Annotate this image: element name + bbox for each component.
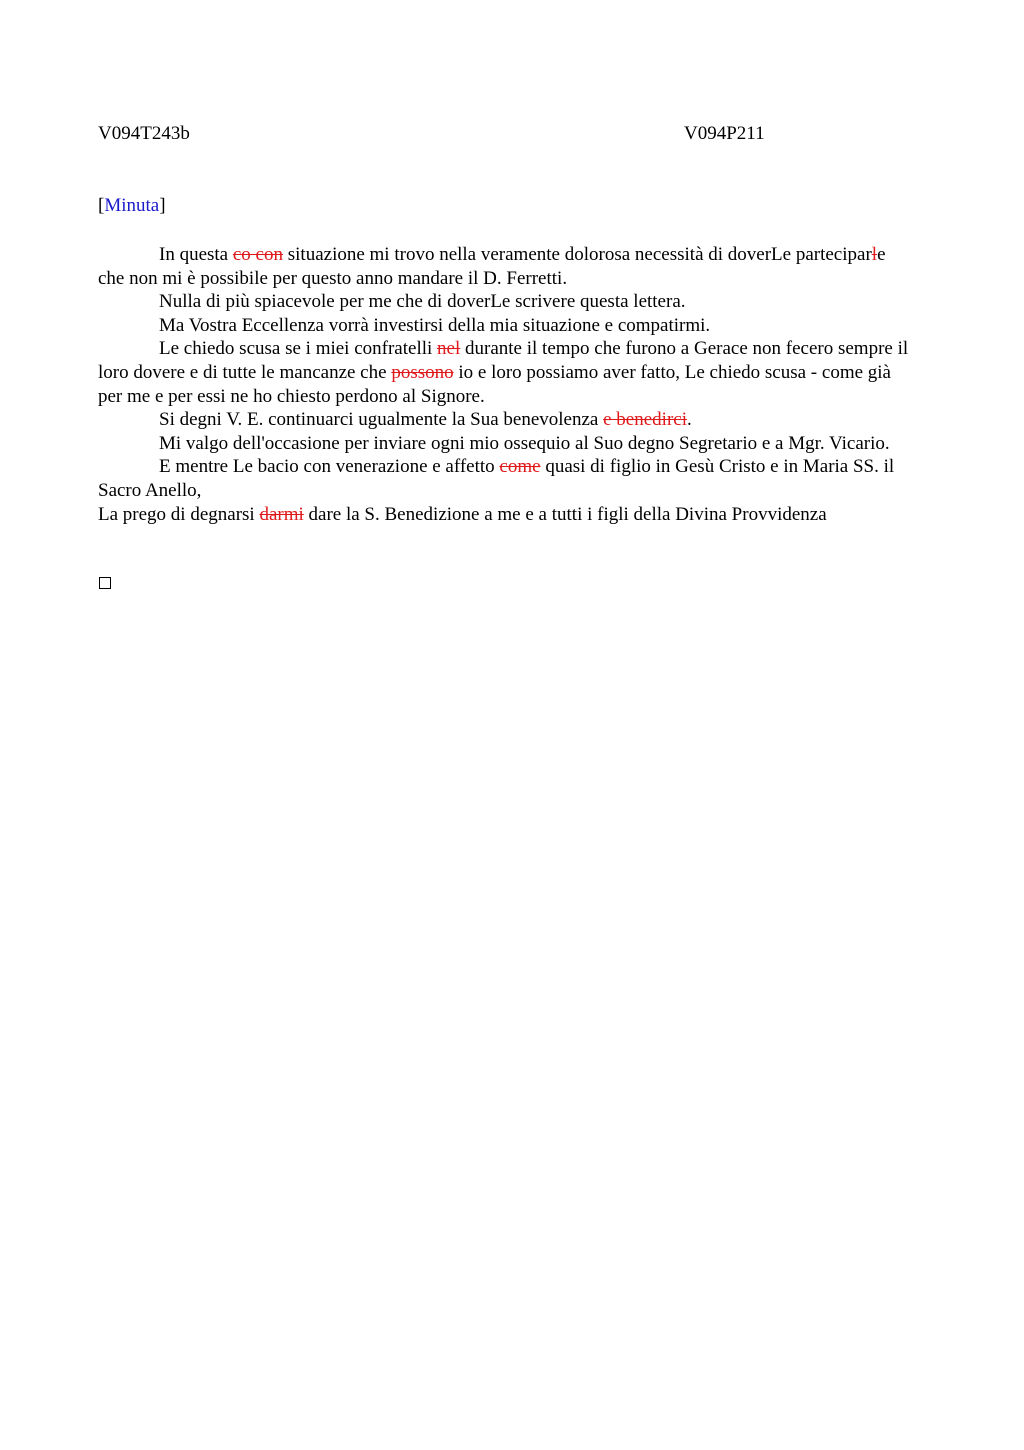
text-fragment: situazione mi trovo nella veramente dolorosa necessità di doverLe partecipar — [283, 244, 872, 265]
document-code-right: V094P211 — [684, 123, 765, 144]
deleted-text: possono — [391, 361, 454, 383]
paragraph-2: Nulla di più spiacevole per me che di doverLe scrivere questa lettera. — [159, 291, 686, 313]
text-fragment: . — [686, 409, 692, 431]
text-fragment: Si degni V. E. continuarci ugualmente la Sua benevolenza — [159, 409, 604, 431]
letter-body — [98, 243, 912, 526]
deleted-text: co con — [232, 244, 283, 265]
text-fragment: io e loro possiamo aver fatto, Le chiedo scusa - come già per me e per essi ne ho chiesto perdono al Signore. — [98, 361, 891, 407]
label-open-bracket: [ — [98, 195, 105, 216]
text-fragment: durante il tempo che furono a Gerace non fecero sempre il loro dovere e di tutte le mancanze che — [98, 338, 909, 383]
text-fragment: La prego di degnarsi — [98, 503, 260, 525]
checkbox-square-icon — [99, 577, 111, 589]
paragraph-6: Mi valgo dell'occasione per inviare ogni mio ossequio al Suo degno Segretario e a Mgr. Vicario. — [159, 432, 890, 454]
paragraph-7 — [98, 455, 912, 502]
document-type-label — [98, 195, 166, 217]
minuta-label: Minuta — [104, 195, 160, 216]
deleted-text: e benedirci — [603, 409, 687, 431]
paragraph-3: Ma Vostra Eccellenza vorrà investirsi della mia situazione e compatirmi. — [159, 314, 711, 336]
paragraph-1 — [98, 243, 912, 290]
paragraph-5 — [98, 408, 912, 432]
text-fragment: In questa — [159, 244, 233, 265]
text-fragment: E mentre Le bacio con venerazione e affetto — [159, 456, 500, 478]
paragraph-8 — [98, 503, 912, 527]
paragraph-4 — [98, 337, 912, 408]
text-fragment: quasi di figlio in Gesù Cristo e in Maria SS. il Sacro Anello, — [98, 456, 895, 501]
deleted-text: come — [499, 456, 541, 478]
document-code-left: V094T243b — [98, 123, 190, 144]
text-fragment: dare la S. Benedizione a me e a tutti i figli della Divina Provvidenza — [303, 503, 827, 525]
deleted-text: nel — [437, 338, 461, 360]
deleted-text: l — [871, 244, 878, 265]
text-fragment: e che non mi è possibile per questo anno mandare il D. Ferretti. — [98, 244, 886, 289]
label-close-bracket: ] — [159, 195, 166, 216]
text-fragment: Le chiedo scusa se i miei confratelli — [159, 338, 438, 360]
deleted-text: darmi — [259, 503, 304, 525]
